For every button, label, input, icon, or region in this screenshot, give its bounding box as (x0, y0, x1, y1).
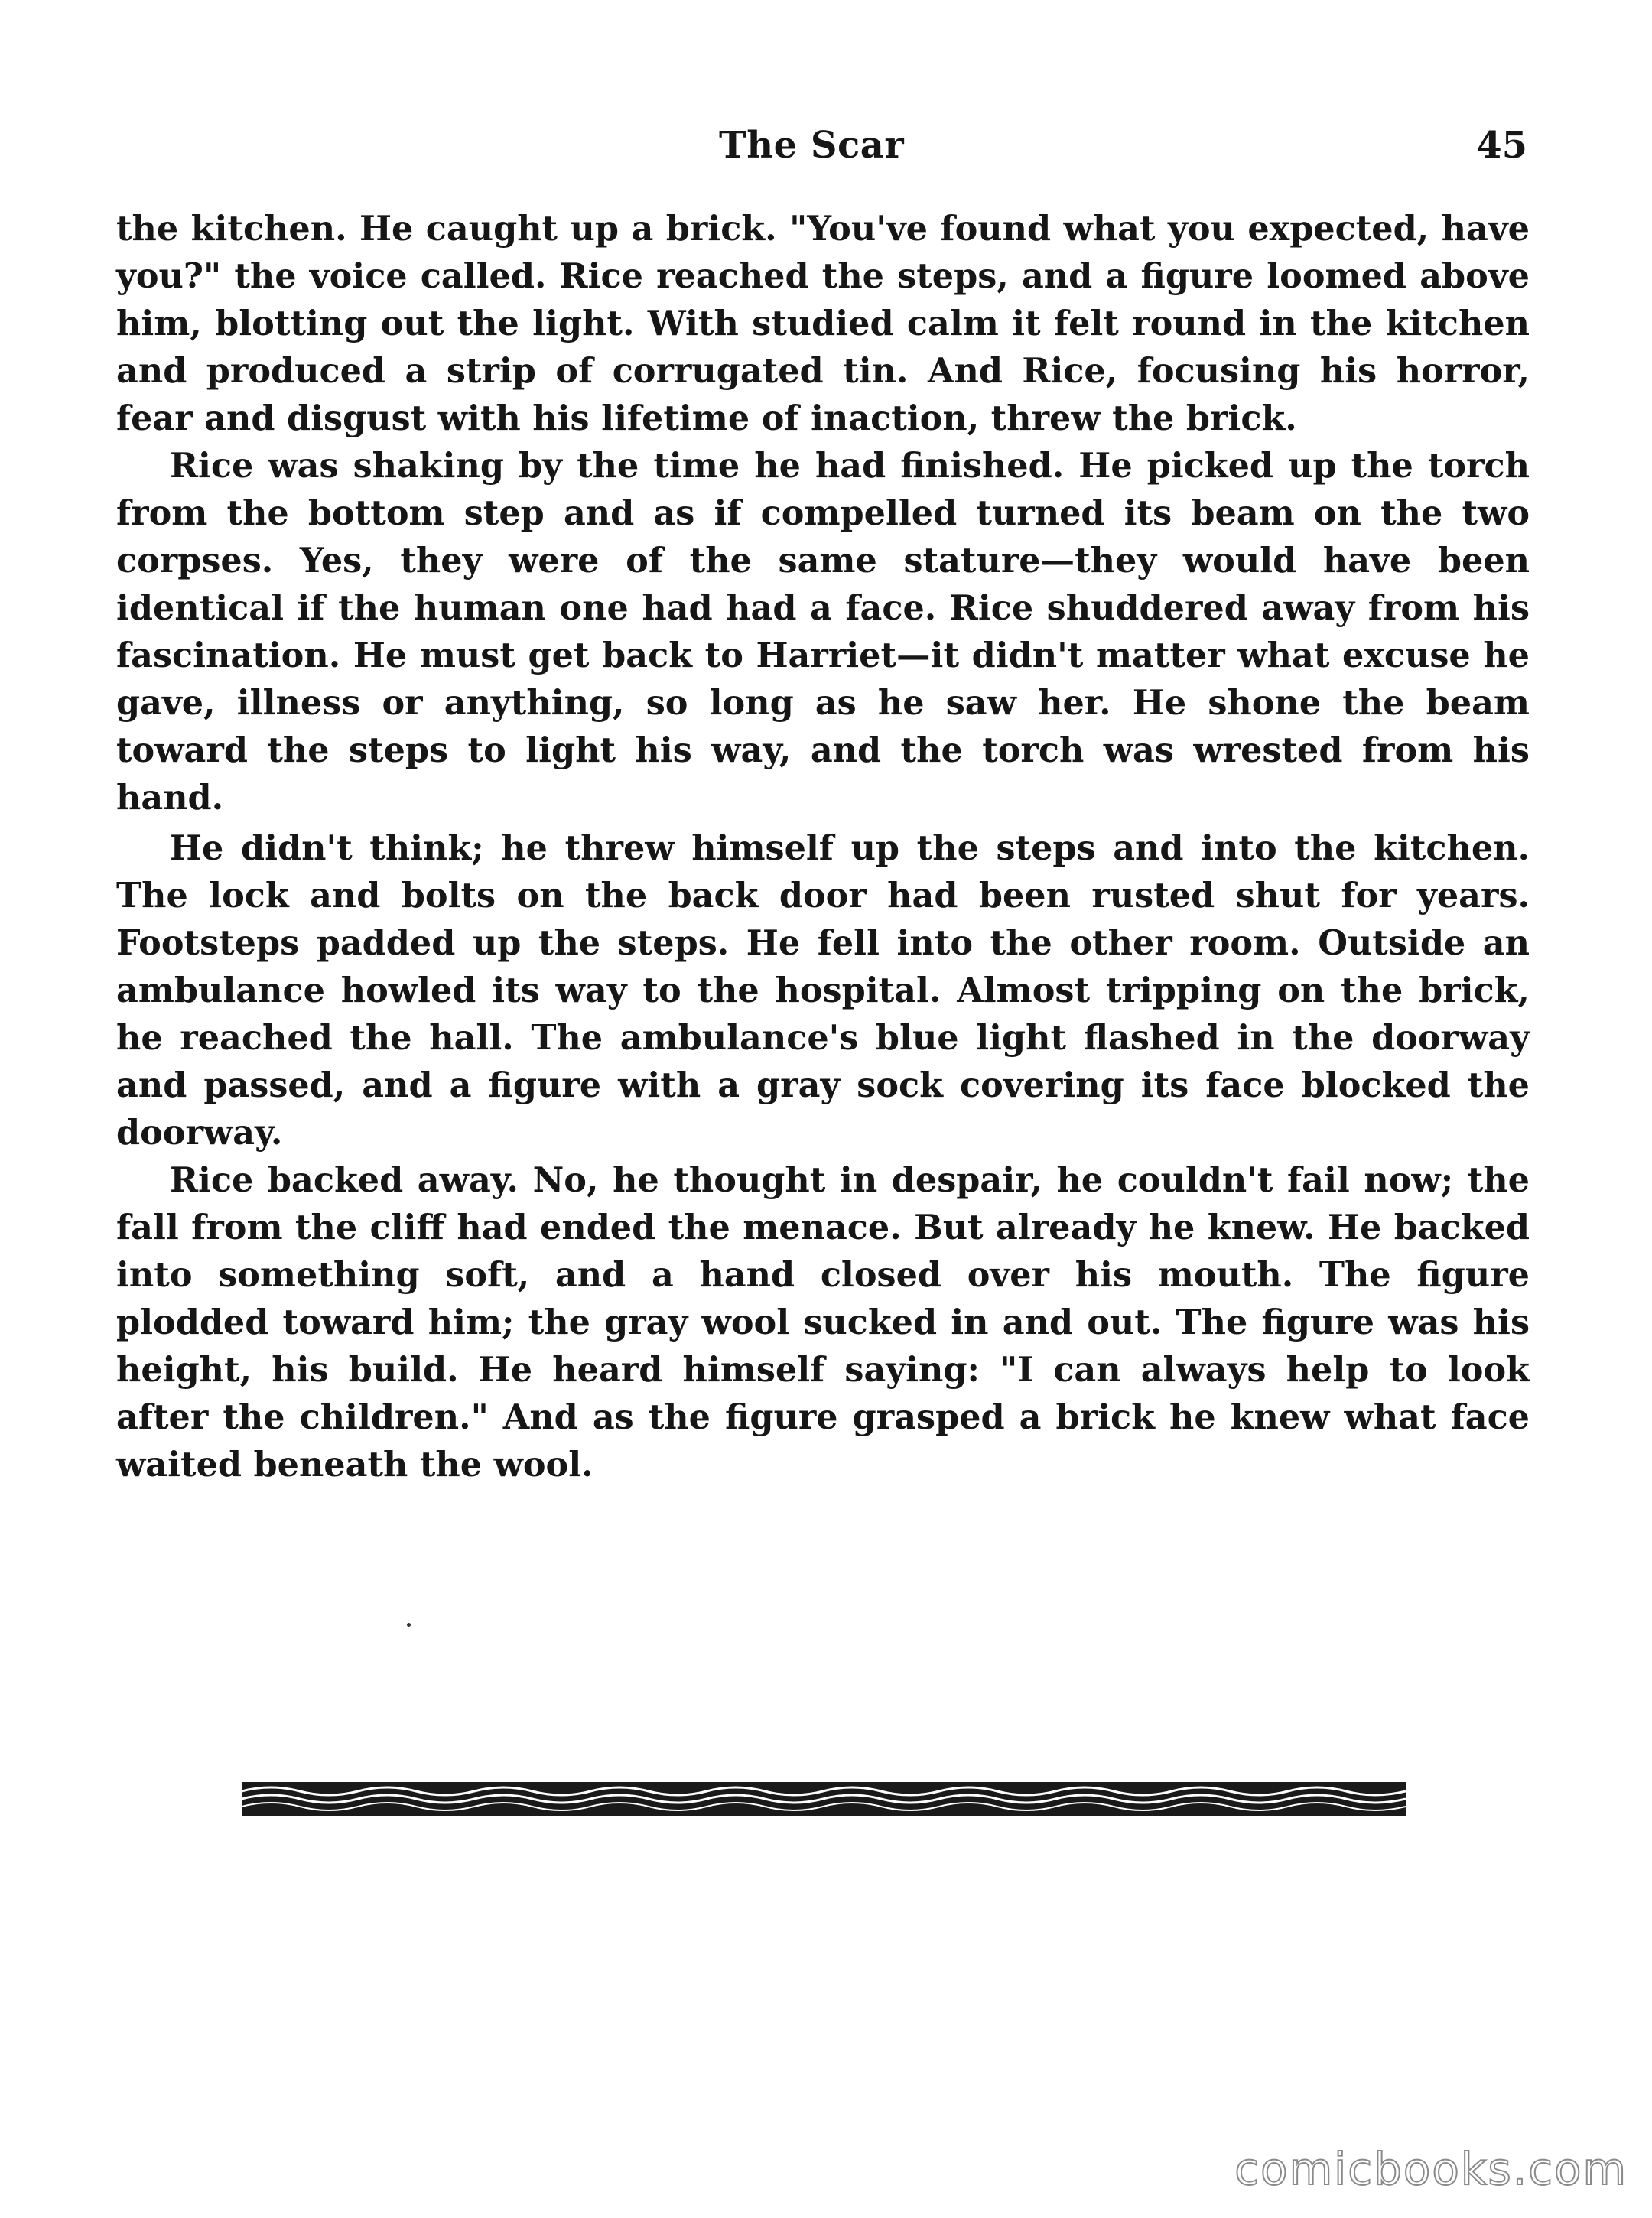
paragraph: Rice was shaking by the time he had finished. He picked up the torch from the bottom step and as if compelled turned its beam on the two corpses. Yes, they were of the same stature—they would have been identical if the human one had had a face. Rice shuddered away from his fascination. He must get back to Harriet—it didn't matter what excuse he gave, illness or anything, so long as he saw her. He shone the beam toward the steps to light his way, and the torch was wrested from his hand. (116, 446, 1530, 818)
wavy-rule-ornament-icon (242, 1779, 1406, 1819)
page-number: 45 (1476, 124, 1527, 167)
paragraph: He didn't think; he threw himself up the steps and into the kitchen. The lock and bolts on the back door had been rusted shut for years. Footsteps padded up the steps. He fell into the other room. Outside an ambulance howled its way to the hospital. Almost tripping on the brick, he reached the hall. The ambulance's blue light flashed in the doorway and passed, and a figure with a gray sock covering its face blocked the doorway. (116, 828, 1530, 1153)
print-speck (407, 1623, 411, 1627)
running-head (0, 124, 1652, 177)
story-text (116, 205, 1530, 1488)
paragraph: the kitchen. He caught up a brick. "You've found what you expected, have you?" the voice called. Rice reached the steps, and a figure loomed above him, blotting out the light. With studied calm it felt round in the kitchen and produced a strip of corrugated tin. And Rice, focusing his horror, fear and disgust with his lifetime of inaction, threw the brick. (116, 209, 1530, 438)
page-title: The Scar (719, 124, 905, 167)
paragraph: Rice backed away. No, he thought in despair, he couldn't fail now; the fall from the cliff had ended the menace. But already he knew. He backed into something soft, and a hand closed over his mouth. The figure plodded toward him; the gray wool sucked in and out. The figure was his height, his build. He heard himself saying: "I can always help to look after the children." And as the figure grasped a brick he knew what face waited beneath the wool. (116, 1160, 1530, 1485)
watermark: comicbooks.com (1234, 2143, 1628, 2195)
